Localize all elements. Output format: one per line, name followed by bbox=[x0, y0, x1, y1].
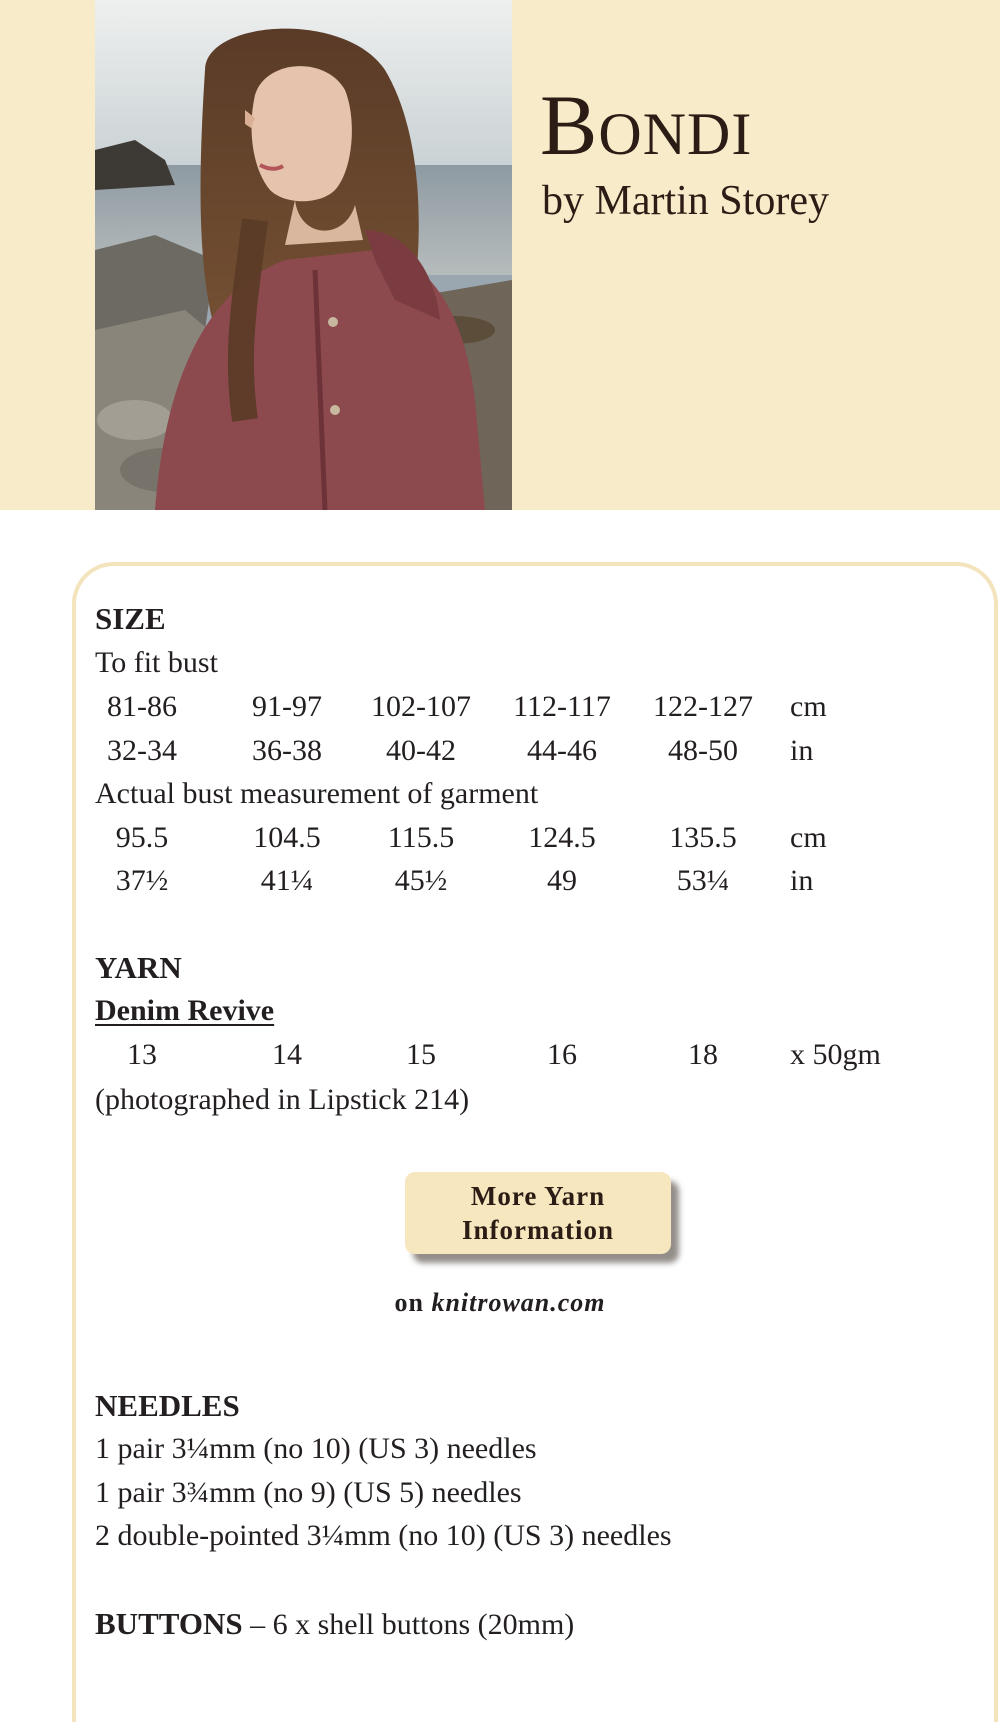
buttons-heading: BUTTONS bbox=[95, 1606, 243, 1641]
actual-bust-label: Actual bust measurement of garment bbox=[95, 777, 539, 810]
yarn-quantity: 18 bbox=[688, 1038, 718, 1071]
yarn-quantity: 15 bbox=[406, 1038, 436, 1071]
size-heading: SIZE bbox=[95, 601, 166, 636]
fit-cm-value: 112-117 bbox=[513, 690, 611, 723]
actual-cm-value: 104.5 bbox=[253, 821, 321, 854]
fit-cm-value: 122-127 bbox=[653, 690, 753, 723]
fit-in-value: 48-50 bbox=[668, 734, 738, 767]
yarn-heading: YARN bbox=[95, 950, 182, 985]
pattern-title: Bondi bbox=[540, 77, 753, 173]
fit-in-value: 40-42 bbox=[386, 734, 456, 767]
fit-in-value: 44-46 bbox=[527, 734, 597, 767]
website-caption bbox=[0, 1288, 1000, 1318]
actual-in-unit: in bbox=[790, 864, 814, 897]
yarn-quantity: 13 bbox=[127, 1038, 157, 1071]
fit-cm-unit: cm bbox=[790, 690, 827, 723]
more-yarn-info-button[interactable] bbox=[405, 1172, 671, 1254]
needle-item: 1 pair 3¾mm (no 9) (US 5) needles bbox=[95, 1476, 522, 1509]
yarn-photo-note: (photographed in Lipstick 214) bbox=[95, 1083, 470, 1116]
actual-cm-value: 124.5 bbox=[528, 821, 596, 854]
actual-cm-value: 95.5 bbox=[115, 821, 169, 854]
needle-item: 2 double-pointed 3¼mm (no 10) (US 3) needles bbox=[95, 1519, 672, 1552]
needle-item: 1 pair 3¼mm (no 10) (US 3) needles bbox=[95, 1432, 537, 1465]
actual-cm-value: 115.5 bbox=[387, 821, 455, 854]
site-prefix: on bbox=[394, 1288, 424, 1317]
actual-in-value: 37½ bbox=[115, 864, 169, 897]
yarn-quantity: 16 bbox=[547, 1038, 577, 1071]
yarn-name-link[interactable]: Denim Revive bbox=[95, 994, 275, 1027]
site-domain-link[interactable]: knitrowan.com bbox=[431, 1288, 606, 1317]
fit-cm-value: 102-107 bbox=[371, 690, 471, 723]
fit-cm-value: 81-86 bbox=[107, 690, 177, 723]
buttons-line bbox=[95, 1608, 574, 1640]
actual-in-value: 41¼ bbox=[260, 864, 314, 897]
fit-in-unit: in bbox=[790, 734, 814, 767]
actual-in-value: 49 bbox=[547, 864, 577, 897]
actual-cm-unit: cm bbox=[790, 821, 827, 854]
designer-byline: by Martin Storey bbox=[542, 178, 829, 224]
model-photo bbox=[95, 0, 512, 510]
fit-in-value: 32-34 bbox=[107, 734, 177, 767]
button-line-2: Information bbox=[462, 1215, 614, 1245]
actual-cm-value: 135.5 bbox=[669, 821, 737, 854]
yarn-quantity: 14 bbox=[272, 1038, 302, 1071]
fit-cm-value: 91-97 bbox=[252, 690, 322, 723]
yarn-quantity-unit: x 50gm bbox=[790, 1038, 881, 1071]
needles-heading: NEEDLES bbox=[95, 1388, 240, 1423]
actual-in-value: 45½ bbox=[394, 864, 448, 897]
actual-in-value: 53¼ bbox=[676, 864, 730, 897]
fit-bust-label: To fit bust bbox=[95, 646, 218, 679]
buttons-text: – 6 x shell buttons (20mm) bbox=[250, 1608, 575, 1641]
fit-in-value: 36-38 bbox=[252, 734, 322, 767]
button-line-1: More Yarn bbox=[470, 1181, 606, 1211]
